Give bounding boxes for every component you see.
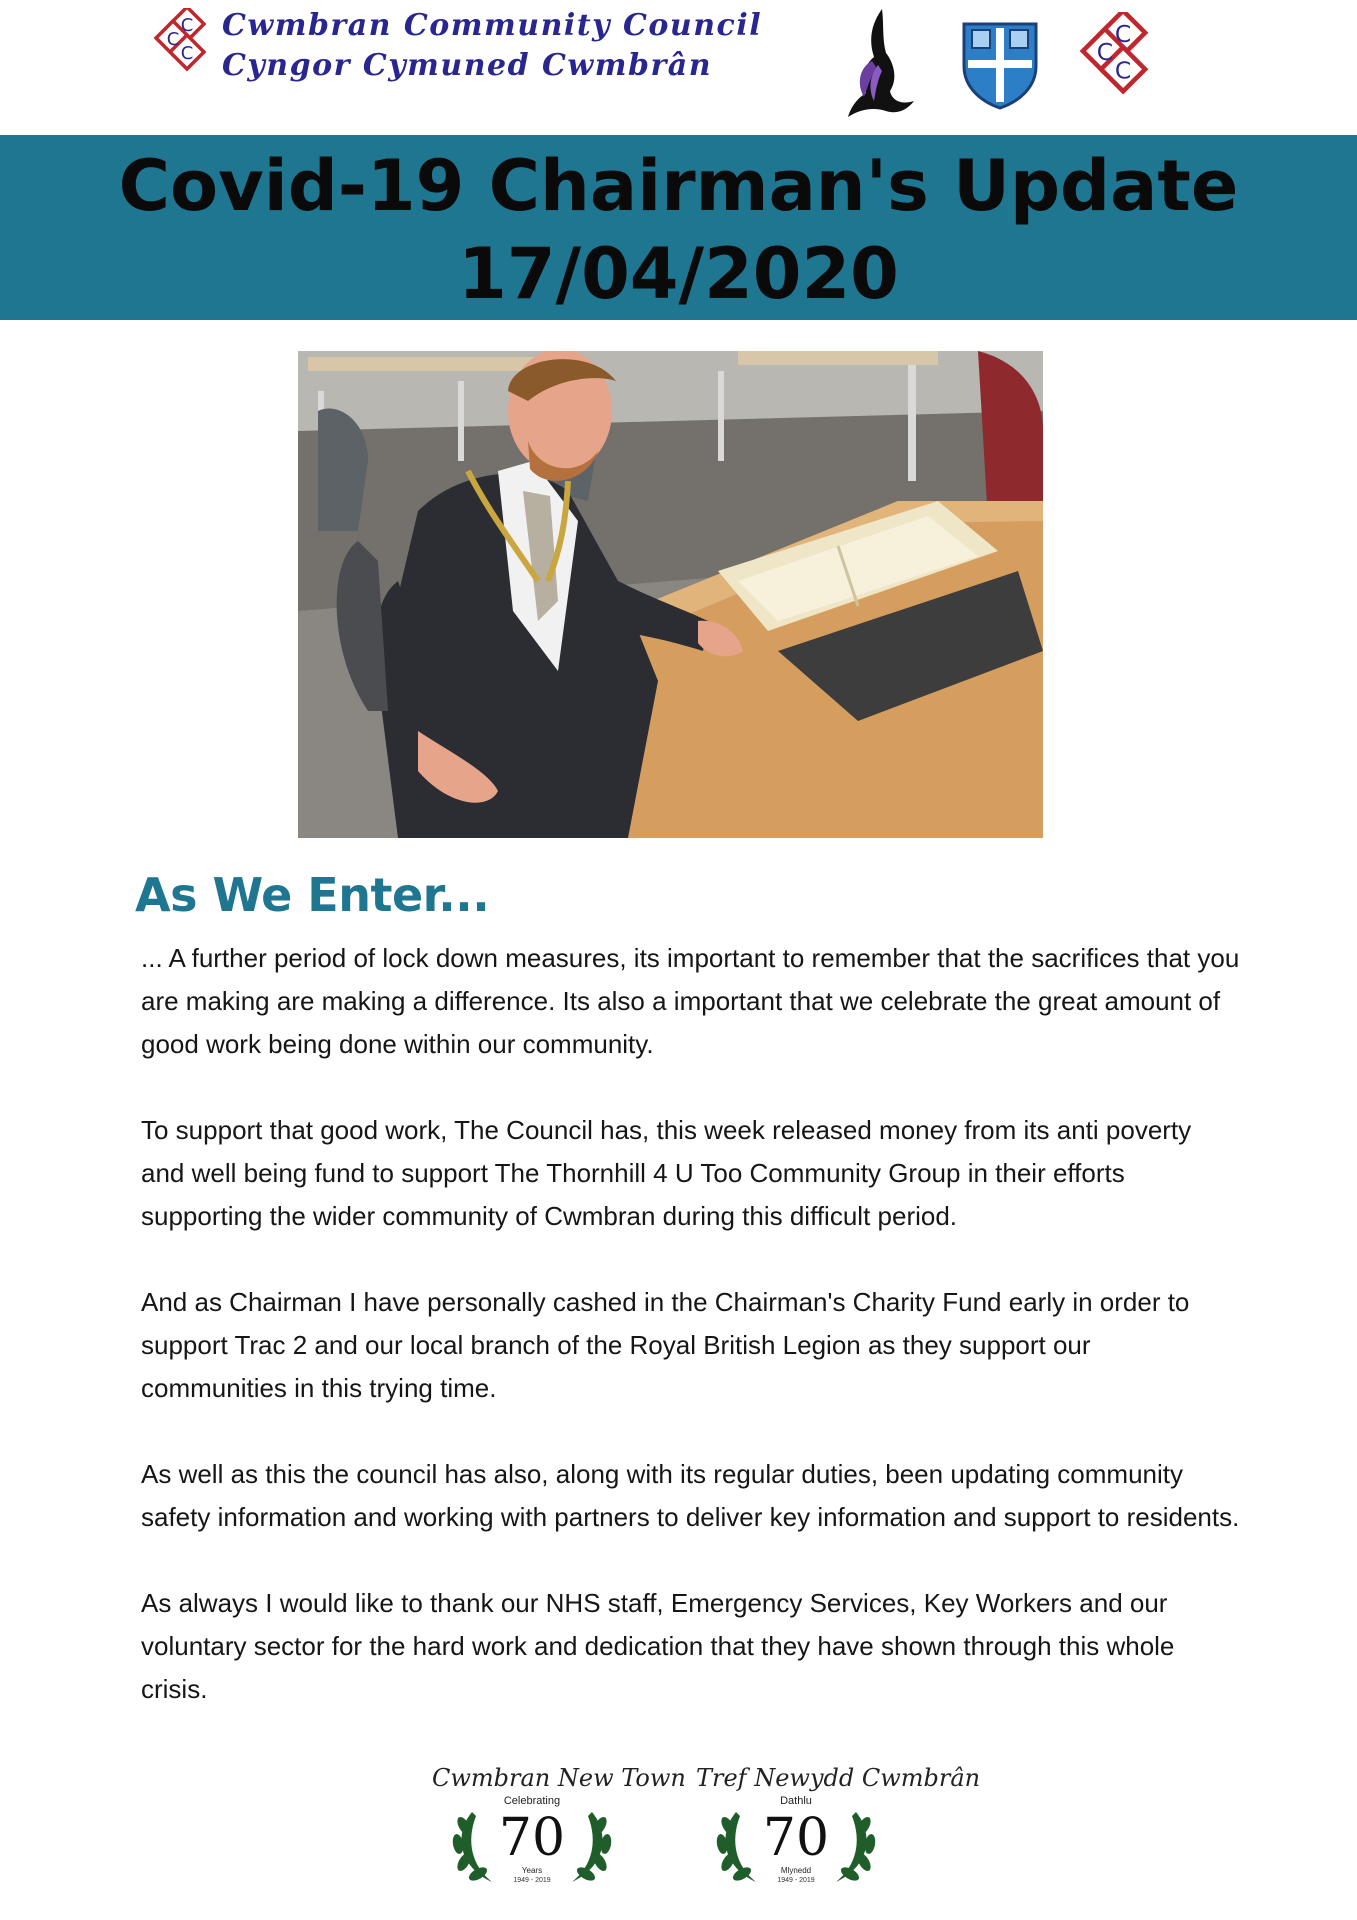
anniversary-badge-welsh <box>696 1764 981 1889</box>
badge-subtitle: Dathlu <box>780 1795 812 1807</box>
title-banner <box>0 135 1357 320</box>
paragraph-1: ... A further period of lock down measures, its important to remember that the sacrifices that you are making are making a difference. Its also a important that we celebrate the great amount of good work being done within our community. <box>141 943 1240 1059</box>
chairman-photo <box>298 351 1043 838</box>
banner-date: 17/04/2020 <box>458 233 899 315</box>
logo-right-letter-1: C <box>1114 19 1132 48</box>
council-name-english: Cwmbran Community Council <box>222 8 763 43</box>
logo-letter-3: C <box>180 43 194 64</box>
logo-right-letter-3: C <box>1114 56 1132 85</box>
paragraph-5: As always I would like to thank our NHS staff, Emergency Services, Key Workers and our voluntary sector for the hard work and dedication that they have shown through this whole crisis. <box>141 1588 1175 1704</box>
paragraph-3: And as Chairman I have personally cashed in the Chairman's Charity Fund early in order to support Trac 2 and our local branch of the Royal British Legion as they support our communities in this trying time. <box>141 1287 1190 1403</box>
badge-number: 70 <box>498 1808 566 1868</box>
banner-title: Covid-19 Chairman's Update <box>118 145 1239 227</box>
badge-years: 1949 - 2019 <box>513 1877 551 1884</box>
paragraph-2: To support that good work, The Council has, this week released money from its anti poverty and well being fund to support The Thornhill 4 U Too Community Group in their efforts supporting the wider community of Cwmbran during this difficult period. <box>141 1115 1192 1231</box>
badge-number: 70 <box>762 1808 830 1868</box>
article-body <box>141 937 1241 1754</box>
crest-shield-icon <box>960 20 1040 110</box>
badge-script-title: Tref Newydd Cwmbrân <box>696 1764 981 1792</box>
badge-subtitle: Celebrating <box>503 1795 561 1807</box>
logo-letter-1: C <box>180 15 194 36</box>
section-heading: As We Enter... <box>135 868 490 922</box>
anniversary-badge-english <box>432 1764 686 1889</box>
badge-unit: Mlynedd <box>780 1866 812 1875</box>
council-logo-icon <box>148 8 212 88</box>
bird-emblem-icon <box>842 5 918 125</box>
page-header <box>0 0 1357 135</box>
logo-right-letter-2: C <box>1096 38 1114 67</box>
badge-unit: Years <box>521 1866 543 1875</box>
badge-years: 1949 - 2019 <box>777 1877 815 1884</box>
logo-letter-2: C <box>166 29 180 50</box>
council-logo-right-icon <box>1072 12 1156 116</box>
paragraph-4: As well as this the council has also, along with its regular duties, been updating community safety information and working with partners to deliver key information and support to residents. <box>141 1459 1240 1532</box>
council-name-welsh: Cyngor Cymuned Cwmbrân <box>222 48 713 83</box>
badge-script-title: Cwmbran New Town <box>432 1764 686 1792</box>
